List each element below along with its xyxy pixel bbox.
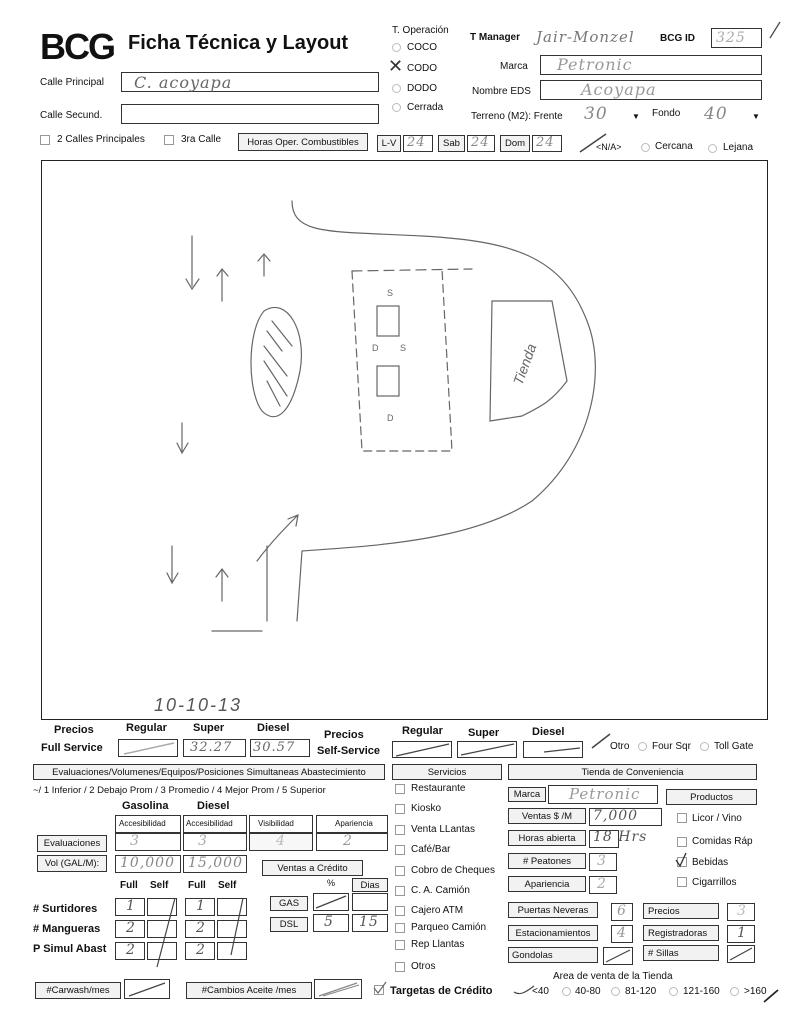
full-super-field[interactable]	[183, 739, 246, 757]
col-header-acc-gas: Accesibilidad	[115, 815, 181, 833]
codo-label: CODO	[407, 63, 437, 74]
dias-label: Dias	[352, 878, 388, 892]
vol-diesel-value: 15,000	[188, 855, 243, 871]
ventas-label: Ventas $ /M	[508, 808, 586, 824]
peatones-value: 3	[597, 853, 607, 869]
col-header-acc-dsl: Accesibilidad	[183, 815, 247, 833]
precios-self-label-1: Precios	[324, 729, 364, 741]
full-header-1: Full	[120, 880, 138, 891]
dos-calles-checkbox[interactable]	[40, 135, 50, 145]
t-operacion-label: T. Operación	[392, 25, 449, 36]
terreno-label: Terreno (M2): Frente	[471, 111, 563, 122]
na-label: <N/A>	[596, 142, 622, 152]
apariencia-value: 2	[597, 876, 607, 892]
registradoras-label: Registradoras	[643, 925, 719, 941]
surtidores-full-gas[interactable]: 1	[115, 898, 145, 916]
scale-legend: ~/ 1 Inferior / 2 Debajo Prom / 3 Promedio / 4 Mejor Prom / 5 Superior	[33, 785, 326, 796]
servicio-label-rep-llantas: Rep Llantas	[411, 939, 465, 950]
radio-area-gt160[interactable]	[730, 987, 739, 996]
gas-dias-field[interactable]	[352, 893, 388, 911]
pump-label-s1: S	[387, 288, 394, 298]
radio-toll-gate[interactable]	[700, 742, 709, 751]
lejana-label: Lejana	[723, 142, 754, 153]
cercana-label: Cercana	[655, 141, 693, 152]
registradoras-field[interactable]: 1	[727, 925, 755, 943]
self-super-field[interactable]	[457, 741, 517, 758]
tienda-marca-field[interactable]	[548, 785, 658, 804]
radio-area-40-80[interactable]	[562, 987, 571, 996]
cambios-aceite-field[interactable]	[314, 979, 362, 999]
servicio-label-restaurante: Restaurante	[411, 783, 466, 794]
servicio-checkbox-parqueo-camion[interactable]	[395, 923, 405, 933]
puertas-neveras-label: Puertas Neveras	[508, 902, 598, 918]
precios-full-label-2: Full Service	[41, 742, 103, 754]
producto-checkbox-comidas[interactable]	[677, 837, 687, 847]
sketch-date: 10-10-13	[154, 695, 243, 715]
producto-label-licor: Licor / Vino	[692, 813, 742, 824]
eval-acc-dsl-field[interactable]	[183, 833, 247, 851]
radio-cerrada[interactable]	[392, 103, 401, 112]
layout-sketch-drawing	[42, 161, 769, 721]
dsl-dias-field[interactable]: 15	[352, 914, 388, 932]
tienda-marca-value: Petronic	[569, 785, 641, 803]
servicio-checkbox-rep-llantas[interactable]	[395, 940, 405, 950]
simul-abast-label: P Simul Abast	[33, 943, 107, 955]
col-header-apariencia: Apariencia	[316, 815, 388, 833]
precios-full-label-1: Precios	[54, 724, 94, 736]
dodo-label: DODO	[407, 83, 437, 94]
marca-value: Petronic	[557, 55, 633, 74]
eval-acc-dsl-value: 3	[198, 833, 208, 849]
self-header-2: Self	[218, 880, 237, 891]
sab-label: Sab	[438, 135, 465, 152]
full-regular-header: Regular	[126, 722, 167, 734]
servicio-label-parqueo-camion: Parqueo Camión	[411, 922, 487, 933]
coco-label: COCO	[407, 42, 437, 53]
eval-apariencia-value: 2	[343, 833, 353, 849]
bcg-id-field[interactable]	[711, 28, 762, 48]
servicio-label-venta-llantas: Venta LLantas	[411, 824, 475, 835]
servicio-checkbox-cajero-atm[interactable]	[395, 906, 405, 916]
ventas-credito-button[interactable]: Ventas a Crédito	[262, 860, 363, 876]
area-option-121-160: 121-160	[683, 986, 720, 997]
self-regular-field[interactable]	[392, 741, 452, 758]
simul-full-gas[interactable]: 2	[115, 942, 145, 960]
servicio-checkbox-ca-camion[interactable]	[395, 886, 405, 896]
nombre-eds-value: Acoyapa	[581, 80, 657, 99]
calle-secund-label: Calle Secund.	[40, 110, 103, 121]
tercera-calle-label: 3ra Calle	[181, 134, 222, 145]
tienda-marca-label: Marca	[508, 787, 546, 802]
sab-field[interactable]	[467, 135, 495, 152]
area-option-gt160: >160	[744, 986, 767, 997]
dos-calles-label: 2 Calles Principales	[57, 134, 145, 145]
toll-gate-label: Toll Gate	[714, 741, 754, 752]
marca-field[interactable]	[540, 55, 762, 75]
servicios-header-button[interactable]: Servicios	[392, 764, 502, 780]
full-diesel-header: Diesel	[257, 722, 290, 734]
gondolas-label: Gondolas	[508, 947, 598, 963]
sillas-field[interactable]	[727, 945, 755, 963]
pump-label-s2: S	[400, 343, 407, 353]
bcg-id-label: BCG ID	[660, 33, 695, 44]
peatones-field[interactable]	[589, 853, 617, 871]
eval-acc-gas-field[interactable]	[115, 833, 181, 851]
radio-area-81-120[interactable]	[611, 987, 620, 996]
puertas-neveras-field[interactable]: 6	[611, 903, 633, 921]
surtidores-full-dsl[interactable]: 1	[185, 898, 215, 916]
servicio-label-ca-camion: C. A. Camión	[411, 885, 470, 896]
evaluaciones-row-label: Evaluaciones	[37, 835, 107, 852]
radio-dodo[interactable]	[392, 84, 401, 93]
t-manager-value: Jair-Monzel	[536, 28, 635, 46]
surtidores-label: # Surtidores	[33, 903, 98, 915]
producto-checkbox-cigarrillos[interactable]	[677, 877, 687, 887]
bebidas-check-mark	[674, 852, 688, 868]
pump-label-d2: D	[387, 413, 394, 423]
full-super-value: 32.27	[190, 740, 233, 755]
cerrada-label: Cerrada	[407, 102, 444, 113]
self-regular-header: Regular	[402, 725, 443, 737]
calle-principal-value: C. acoyapa	[134, 73, 233, 92]
vol-gasolina-value: 10,000	[120, 855, 175, 871]
bcg-logo: BCG	[40, 26, 114, 67]
otro-label: Otro	[610, 741, 630, 752]
horas-abierta-value: 18 Hrs	[593, 829, 648, 845]
vol-diesel-field[interactable]	[183, 855, 247, 873]
carwash-label: #Carwash/mes	[35, 982, 121, 999]
precios-tienda-field[interactable]: 3	[727, 903, 755, 921]
dom-label: Dom	[500, 135, 530, 152]
gasolina-header: Gasolina	[122, 800, 169, 812]
vol-row-label: Vol (GAL/M):	[37, 855, 107, 872]
horas-abierta-label: Horas abierta	[508, 830, 586, 846]
sab-value: 24	[471, 135, 490, 150]
nombre-eds-label: Nombre EDS	[472, 86, 531, 97]
servicio-checkbox-cafe-bar[interactable]	[395, 845, 405, 855]
ventas-field[interactable]	[589, 808, 662, 826]
self-super-header: Super	[468, 727, 500, 739]
apariencia-field[interactable]	[589, 876, 617, 894]
apariencia-label: Apariencia	[508, 876, 586, 892]
col-header-visibilidad: Visibilidad	[249, 815, 313, 833]
self-header-1: Self	[150, 880, 169, 891]
mangueras-full-dsl[interactable]: 2	[185, 920, 215, 938]
gas-pct-field[interactable]	[313, 893, 349, 911]
radio-area-121-160[interactable]	[669, 987, 678, 996]
servicio-checkbox-otros[interactable]	[395, 962, 405, 972]
page-title: Ficha Técnica y Layout	[128, 32, 349, 54]
calle-principal-label: Calle Principal	[40, 77, 104, 88]
frente-value: 30	[584, 104, 608, 124]
dom-value: 24	[536, 135, 555, 150]
marca-label: Marca	[500, 61, 528, 72]
tarjetas-credito-label: Targetas de Crédito	[390, 985, 493, 997]
producto-label-cigarrillos: Cigarrillos	[692, 877, 737, 888]
servicio-label-cobro-cheques: Cobro de Cheques	[411, 865, 495, 876]
full-header-2: Full	[188, 880, 206, 891]
calle-secund-field[interactable]	[121, 104, 379, 124]
codo-x-mark: ✕	[388, 56, 404, 77]
self-diesel-field[interactable]	[523, 741, 583, 758]
radio-four-sqr[interactable]	[638, 742, 647, 751]
eval-acc-gas-value: 3	[130, 833, 140, 849]
precios-self-label-2: Self-Service	[317, 745, 380, 757]
corner-pen-mark	[768, 20, 782, 40]
tienda-header-button[interactable]: Tienda de Conveniencia	[508, 764, 757, 780]
vol-gasolina-field[interactable]	[115, 855, 181, 873]
full-super-header: Super	[193, 722, 225, 734]
eval-visibilidad-field[interactable]	[249, 833, 313, 851]
cambios-aceite-label: #Cambios Aceite /mes	[186, 982, 312, 999]
gondolas-field[interactable]	[603, 947, 633, 965]
area-venta-label: Area de venta de la Tienda	[553, 971, 673, 982]
simul-full-dsl[interactable]: 2	[185, 942, 215, 960]
servicio-label-cajero-atm: Cajero ATM	[411, 905, 464, 916]
lv-label: L-V	[377, 135, 401, 152]
area-option-81-120: 81-120	[625, 986, 657, 997]
tarjetas-check-mark	[372, 980, 388, 996]
precios-tienda-label: Precios	[643, 903, 719, 919]
carwash-field[interactable]	[124, 979, 170, 999]
peatones-label: # Peatones	[508, 853, 586, 869]
productos-button[interactable]: Productos	[666, 789, 757, 805]
pump-label-d1: D	[372, 343, 379, 353]
servicio-label-otros: Otros	[411, 961, 436, 972]
ventas-value: 7,000	[593, 808, 639, 824]
dom-field[interactable]	[532, 135, 562, 152]
radio-lejana[interactable]	[708, 144, 717, 153]
fondo-value: 40	[704, 104, 728, 124]
mangueras-label: # Mangueras	[33, 923, 101, 935]
tienda-sketch-label: Tienda	[509, 341, 540, 388]
eval-visibilidad-value: 4	[276, 833, 286, 849]
self-column-strike-marks	[147, 895, 247, 970]
sillas-label: # Sillas	[643, 945, 719, 961]
lv-field[interactable]	[403, 135, 433, 152]
eval-apariencia-field[interactable]	[316, 833, 388, 851]
lv-value: 24	[407, 135, 426, 150]
area-option-lt40: <40	[532, 986, 549, 997]
corner-pen-mark-bottom	[762, 988, 780, 1004]
tercera-calle-checkbox[interactable]	[164, 135, 174, 145]
servicio-label-cafe-bar: Café/Bar	[411, 844, 451, 855]
producto-label-comidas: Comidas Ráp	[692, 836, 753, 847]
horas-oper-button[interactable]: Horas Oper. Combustibles	[238, 133, 368, 151]
servicio-checkbox-restaurante[interactable]	[395, 784, 405, 794]
fondo-dropdown-icon[interactable]: ▼	[752, 112, 760, 121]
servicio-checkbox-venta-llantas[interactable]	[395, 825, 405, 835]
servicio-checkbox-cobro-cheques[interactable]	[395, 866, 405, 876]
bcg-id-value: 325	[716, 30, 746, 46]
four-sqr-label: Four Sqr	[652, 741, 691, 752]
full-diesel-value: 30.57	[253, 740, 296, 755]
dsl-label: DSL	[270, 917, 308, 932]
mangueras-full-gas[interactable]: 2	[115, 920, 145, 938]
layout-sketch-area[interactable]	[41, 160, 768, 720]
gas-label: GAS	[270, 896, 308, 911]
fondo-label: Fondo	[652, 108, 681, 119]
frente-dropdown-icon[interactable]: ▼	[632, 112, 640, 121]
area-option-40-80: 40-80	[575, 986, 601, 997]
nombre-eds-field[interactable]	[540, 80, 762, 100]
otro-check-mark	[590, 732, 612, 752]
estacionamientos-label: Estacionamientos	[508, 925, 598, 941]
estacionamientos-field[interactable]: 4	[611, 925, 633, 943]
self-diesel-header: Diesel	[532, 726, 565, 738]
evaluaciones-header-button[interactable]: Evaluaciones/Volumenes/Equipos/Posiciones Simultaneas Abastecimiento	[33, 764, 385, 780]
full-regular-field[interactable]	[118, 739, 178, 757]
producto-label-bebidas: Bebidas	[692, 857, 729, 868]
full-diesel-field[interactable]	[250, 739, 310, 757]
radio-cercana[interactable]	[641, 143, 650, 152]
diesel-header: Diesel	[197, 800, 230, 812]
radio-coco[interactable]	[392, 43, 401, 52]
pct-label: %	[327, 878, 336, 888]
t-manager-label: T Manager	[470, 32, 521, 43]
dsl-pct-field[interactable]: 5	[313, 914, 349, 932]
servicio-checkbox-kiosko[interactable]	[395, 804, 405, 814]
calle-principal-field[interactable]	[121, 72, 379, 92]
servicio-label-kiosko: Kiosko	[411, 803, 442, 814]
producto-checkbox-licor[interactable]	[677, 813, 687, 823]
